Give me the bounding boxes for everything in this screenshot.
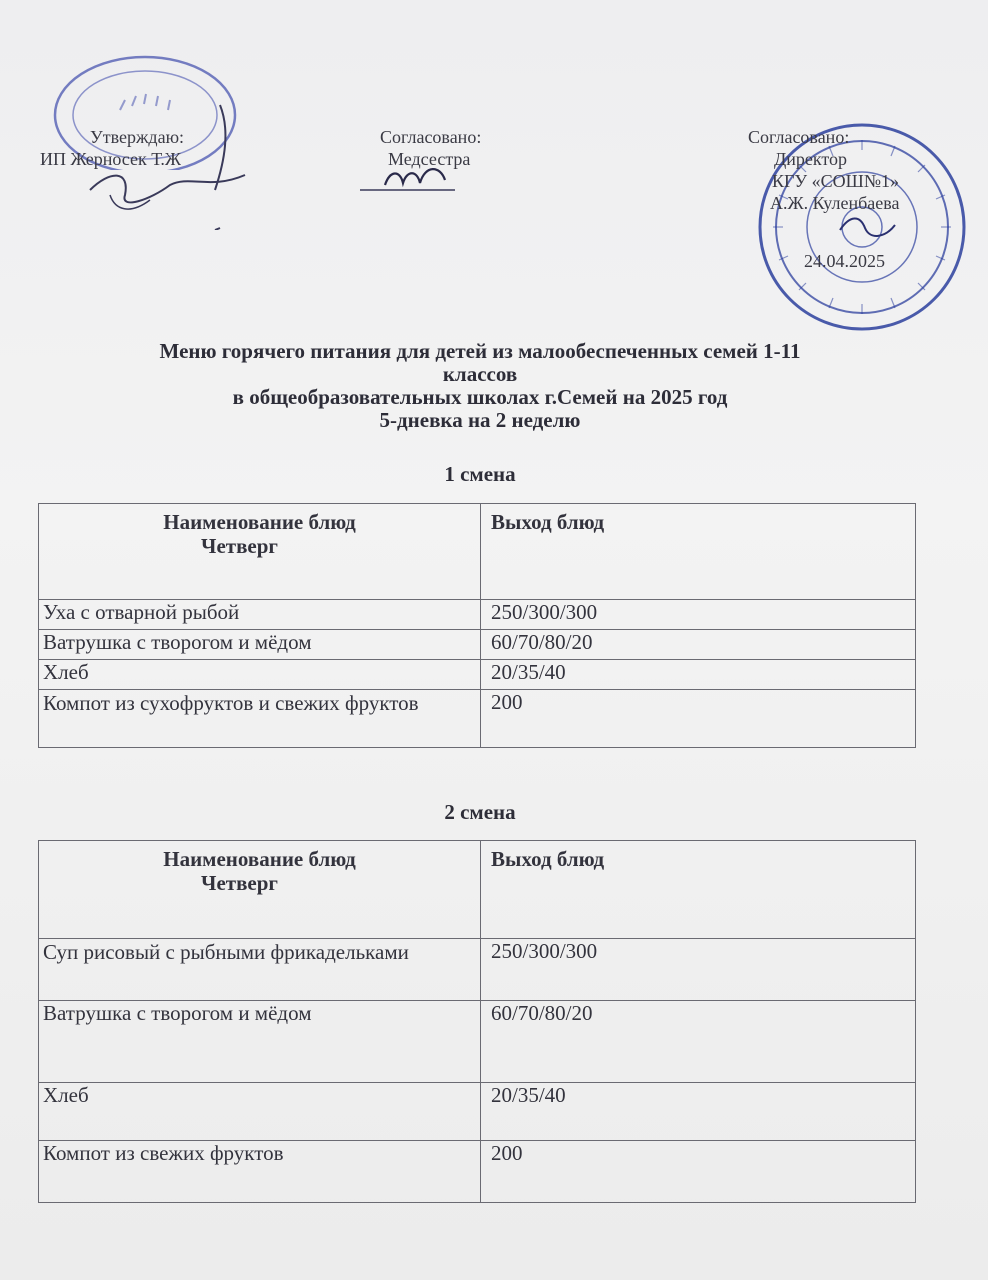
approval-right-line2: Директор	[774, 149, 848, 169]
approval-right-line1: Согласовано:	[748, 127, 850, 147]
output-cell: 200	[481, 690, 916, 748]
output-cell: 250/300/300	[481, 939, 916, 1001]
shift1-label: 1 смена	[444, 462, 516, 486]
output-cell: 20/35/40	[481, 660, 916, 690]
header-day-label: Четверг	[201, 871, 278, 895]
dish-cell: Хлеб	[39, 660, 481, 690]
shift1-table	[38, 503, 916, 748]
header-dish-cell	[39, 504, 481, 600]
approval-right-line3: КГУ «СОШ№1»	[772, 171, 899, 191]
table-row	[39, 690, 916, 748]
dish-cell: Ватрушка с творогом и мёдом	[39, 630, 481, 660]
title-line2: классов	[442, 362, 518, 386]
output-cell: 60/70/80/20	[481, 1001, 916, 1083]
approval-center	[380, 126, 481, 170]
table-row	[39, 600, 916, 630]
approval-left-line2: ИП Жерносек Т.Ж	[40, 149, 182, 169]
header-day-label: Четверг	[201, 534, 278, 558]
title-line1: Меню горячего питания для детей из малообеспеченных семей 1-11	[159, 339, 801, 363]
table-row	[39, 660, 916, 690]
menu-title	[40, 340, 920, 432]
shift2-table	[38, 840, 916, 1203]
dish-cell: Суп рисовый с рыбными фрикадельками	[39, 939, 481, 1001]
dish-cell: Компот из сухофруктов и свежих фруктов	[39, 690, 481, 748]
header-dish-cell	[39, 841, 481, 939]
table-row	[39, 1083, 916, 1141]
approval-left-line1: Утверждаю:	[90, 127, 185, 147]
dish-cell: Хлеб	[39, 1083, 481, 1141]
title-line3: в общеобразовательных школах г.Семей на 2025 год	[232, 385, 728, 409]
output-cell: 20/35/40	[481, 1083, 916, 1141]
header-output-cell: Выход блюд	[481, 841, 916, 939]
table-header-row	[39, 841, 916, 939]
approval-right-line4: А.Ж. Куленбаева	[770, 193, 900, 213]
dish-cell: Ватрушка с творогом и мёдом	[39, 1001, 481, 1083]
table-row	[39, 630, 916, 660]
dish-cell: Компот из свежих фруктов	[39, 1141, 481, 1203]
output-cell: 60/70/80/20	[481, 630, 916, 660]
table-row	[39, 1141, 916, 1203]
approval-center-line1: Согласовано:	[380, 127, 482, 147]
dish-cell: Уха с отварной рыбой	[39, 600, 481, 630]
shift2-label: 2 смена	[444, 800, 516, 824]
approval-right-date: 24.04.2025	[804, 251, 885, 271]
title-line4: 5-дневка на 2 неделю	[379, 408, 581, 432]
output-cell: 250/300/300	[481, 600, 916, 630]
header-dish-label: Наименование блюд	[163, 847, 356, 871]
header-output-cell: Выход блюд	[481, 504, 916, 600]
table-row	[39, 1001, 916, 1083]
approval-center-line2: Медсестра	[388, 149, 471, 169]
approval-right	[748, 126, 899, 272]
table-row	[39, 939, 916, 1001]
output-cell: 200	[481, 1141, 916, 1203]
approval-left	[40, 126, 184, 170]
header-dish-label: Наименование блюд	[163, 510, 356, 534]
table-header-row	[39, 504, 916, 600]
